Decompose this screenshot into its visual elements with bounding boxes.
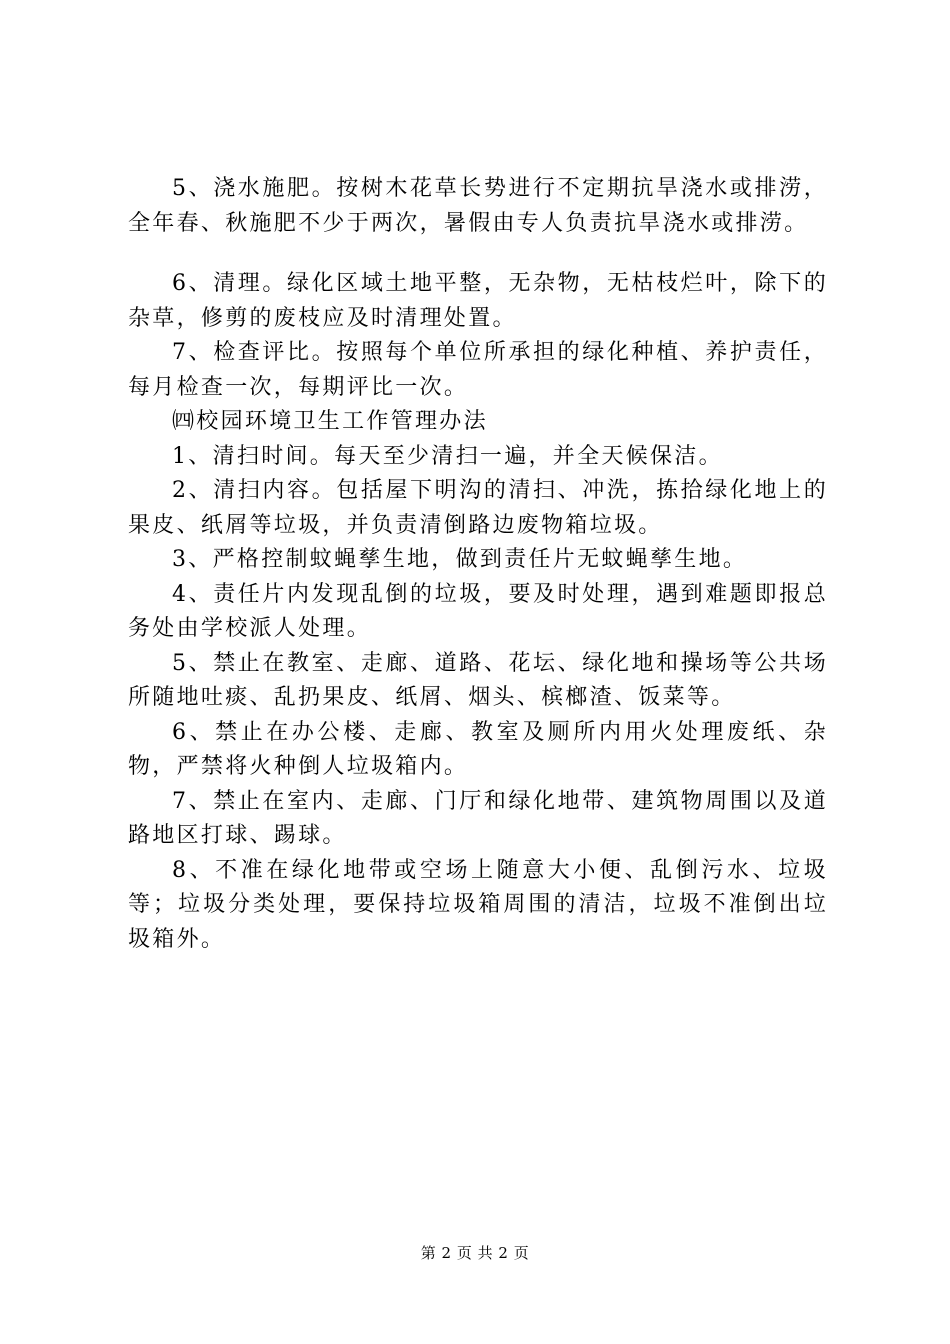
section-heading: ㈣校园环境卫生工作管理办法 (172, 409, 488, 434)
document-body (128, 172, 828, 957)
paragraph-cleanup: 6、清理。绿化区域土地平整，无杂物，无枯枝烂叶，除下的杂草，修剪的废枝应及时清理处置。 (128, 271, 828, 331)
paragraph-no-fire: 6、禁止在办公楼、走廊、教室及厕所内用火处理废纸、杂物，严禁将火种倒人垃圾箱内。 (128, 719, 828, 779)
paragraph-watering: 5、浇水施肥。按树木花草长势进行不定期抗旱浇水或排涝，全年春、秋施肥不少于两次，暑假由专人负责抗旱浇水或排涝。 (128, 176, 828, 236)
paragraph-no-littering: 5、禁止在教室、走廊、道路、花坛、绿化地和操场等公共场所随地吐痰、乱扔果皮、纸屑、烟头、槟榔渣、饭菜等。 (128, 650, 828, 710)
paragraph-mosquito-control: 3、严格控制蚊蝇孳生地，做到责任片无蚊蝇孳生地。 (172, 547, 748, 572)
paragraph-no-ball-games: 7、禁止在室内、走廊、门厅和绿化地带、建筑物周围以及道路地区打球、踢球。 (128, 788, 828, 848)
paragraph-inspection: 7、检查评比。按照每个单位所承担的绿化种植、养护责任，每月检查一次，每期评比一次。 (128, 340, 828, 400)
paragraph-sweep-content: 2、清扫内容。包括屋下明沟的清扫、冲洗，拣拾绿化地上的果皮、纸屑等垃圾，并负责清倒路边废物箱垃圾。 (128, 478, 828, 538)
page-number-footer: 第 2 页 共 2 页 (420, 1244, 530, 1262)
paragraph-garbage-handling: 4、责任片内发现乱倒的垃圾，要及时处理，遇到难题即报总务处由学校派人处理。 (128, 581, 828, 641)
paragraph-no-dumping: 8、不准在绿化地带或空场上随意大小便、乱倒污水、垃圾等；垃圾分类处理，要保持垃圾箱周围的清洁，垃圾不准倒出垃圾箱外。 (128, 857, 828, 952)
paragraph-sweep-time: 1、清扫时间。每天至少清扫一遍，并全天候保洁。 (172, 443, 723, 469)
paragraph-gap (128, 241, 828, 267)
